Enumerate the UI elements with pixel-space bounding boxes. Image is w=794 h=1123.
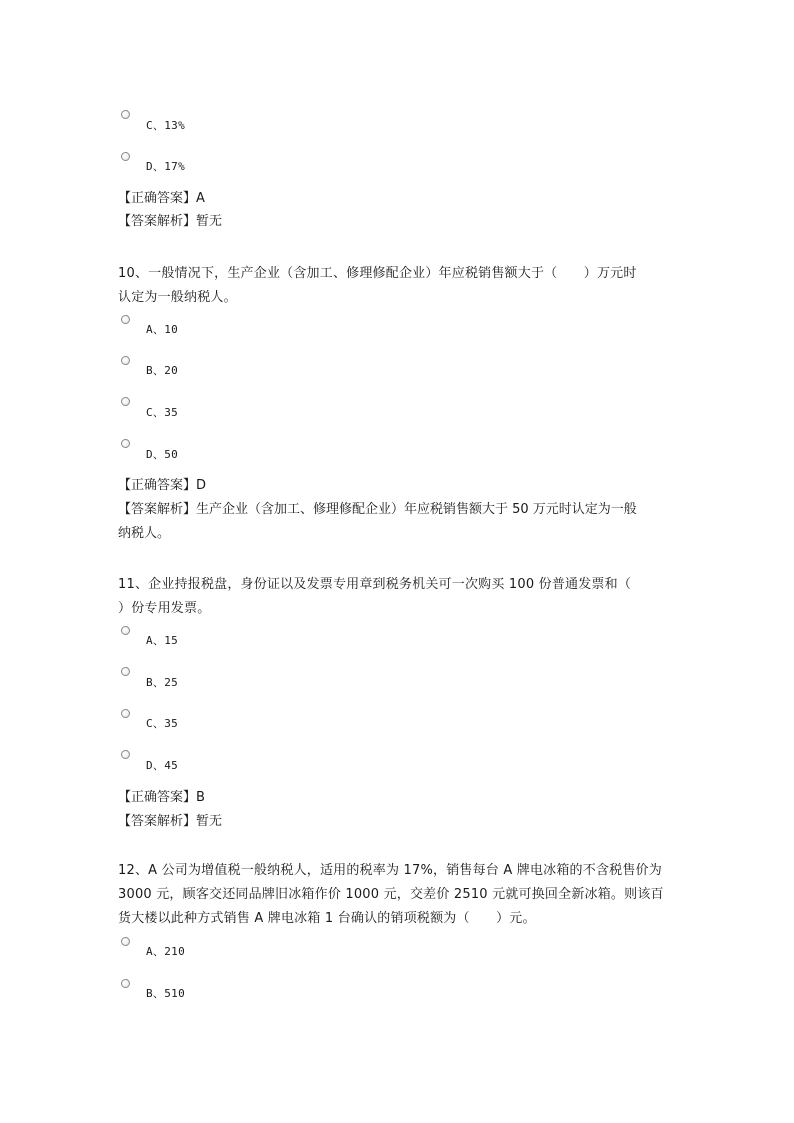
q10-analysis-line2: 纳税人。	[118, 526, 171, 541]
q10-option-a-label: A、10	[146, 323, 179, 336]
q10-option-d-radio[interactable]	[121, 439, 130, 448]
q11-stem-line2: ）份专用发票。	[118, 601, 211, 616]
q12-option-a-radio[interactable]	[121, 937, 130, 946]
q10-option-b-radio[interactable]	[121, 356, 130, 365]
q9-option-c-radio[interactable]	[121, 110, 130, 119]
q9-correct-answer: 【正确答案】A	[118, 191, 205, 206]
q11-option-c-label: C、35	[146, 717, 179, 730]
q12-stem-line2: 3000 元，顾客交还同品牌旧冰箱作价 1000 元，交差价 2510 元就可换回全新冰箱。则该百	[118, 887, 664, 902]
q12-option-a-label: A、210	[146, 945, 185, 958]
q11-option-a-label: A、15	[146, 634, 179, 647]
q12-option-b-label: B、510	[146, 987, 185, 1000]
q11-correct-answer: 【正确答案】B	[118, 790, 205, 805]
q10-analysis-line1: 【答案解析】生产企业（含加工、修理修配企业）年应税销售额大于 50 万元时认定为一般	[118, 502, 637, 517]
q10-option-a-radio[interactable]	[121, 315, 130, 324]
q11-option-c-radio[interactable]	[121, 709, 130, 718]
q12-stem-line3: 货大楼以此种方式销售 A 牌电冰箱 1 台确认的销项税额为（ ）元。	[118, 911, 536, 926]
q12-option-b-radio[interactable]	[121, 979, 130, 988]
q10-option-d-label: D、50	[146, 448, 179, 461]
q11-option-d-radio[interactable]	[121, 750, 130, 759]
q10-correct-answer: 【正确答案】D	[118, 478, 207, 493]
q11-option-a-radio[interactable]	[121, 626, 130, 635]
q11-option-b-radio[interactable]	[121, 667, 130, 676]
q11-stem-line1: 11、企业持报税盘，身份证以及发票专用章到税务机关可一次购买 100 份普通发票和（	[118, 577, 632, 592]
q10-stem-line1: 10、一般情况下，生产企业（含加工、修理修配企业）年应税销售额大于（ ）万元时	[118, 266, 637, 281]
q12-stem-line1: 12、A 公司为增值税一般纳税人，适用的税率为 17%，销售每台 A 牌电冰箱的不含税售价为	[118, 863, 662, 878]
q9-option-d-label: D、17%	[146, 160, 185, 173]
q10-stem-line2: 认定为一般纳税人。	[118, 290, 237, 305]
q9-option-d-radio[interactable]	[121, 152, 130, 161]
q11-option-b-label: B、25	[146, 676, 179, 689]
q11-analysis: 【答案解析】暂无	[118, 814, 223, 829]
q11-option-d-label: D、45	[146, 759, 179, 772]
q9-analysis: 【答案解析】暂无	[118, 214, 223, 229]
q9-option-c-label: C、13%	[146, 119, 185, 132]
q10-option-b-label: B、20	[146, 364, 179, 377]
q10-option-c-label: C、35	[146, 406, 179, 419]
q10-option-c-radio[interactable]	[121, 397, 130, 406]
